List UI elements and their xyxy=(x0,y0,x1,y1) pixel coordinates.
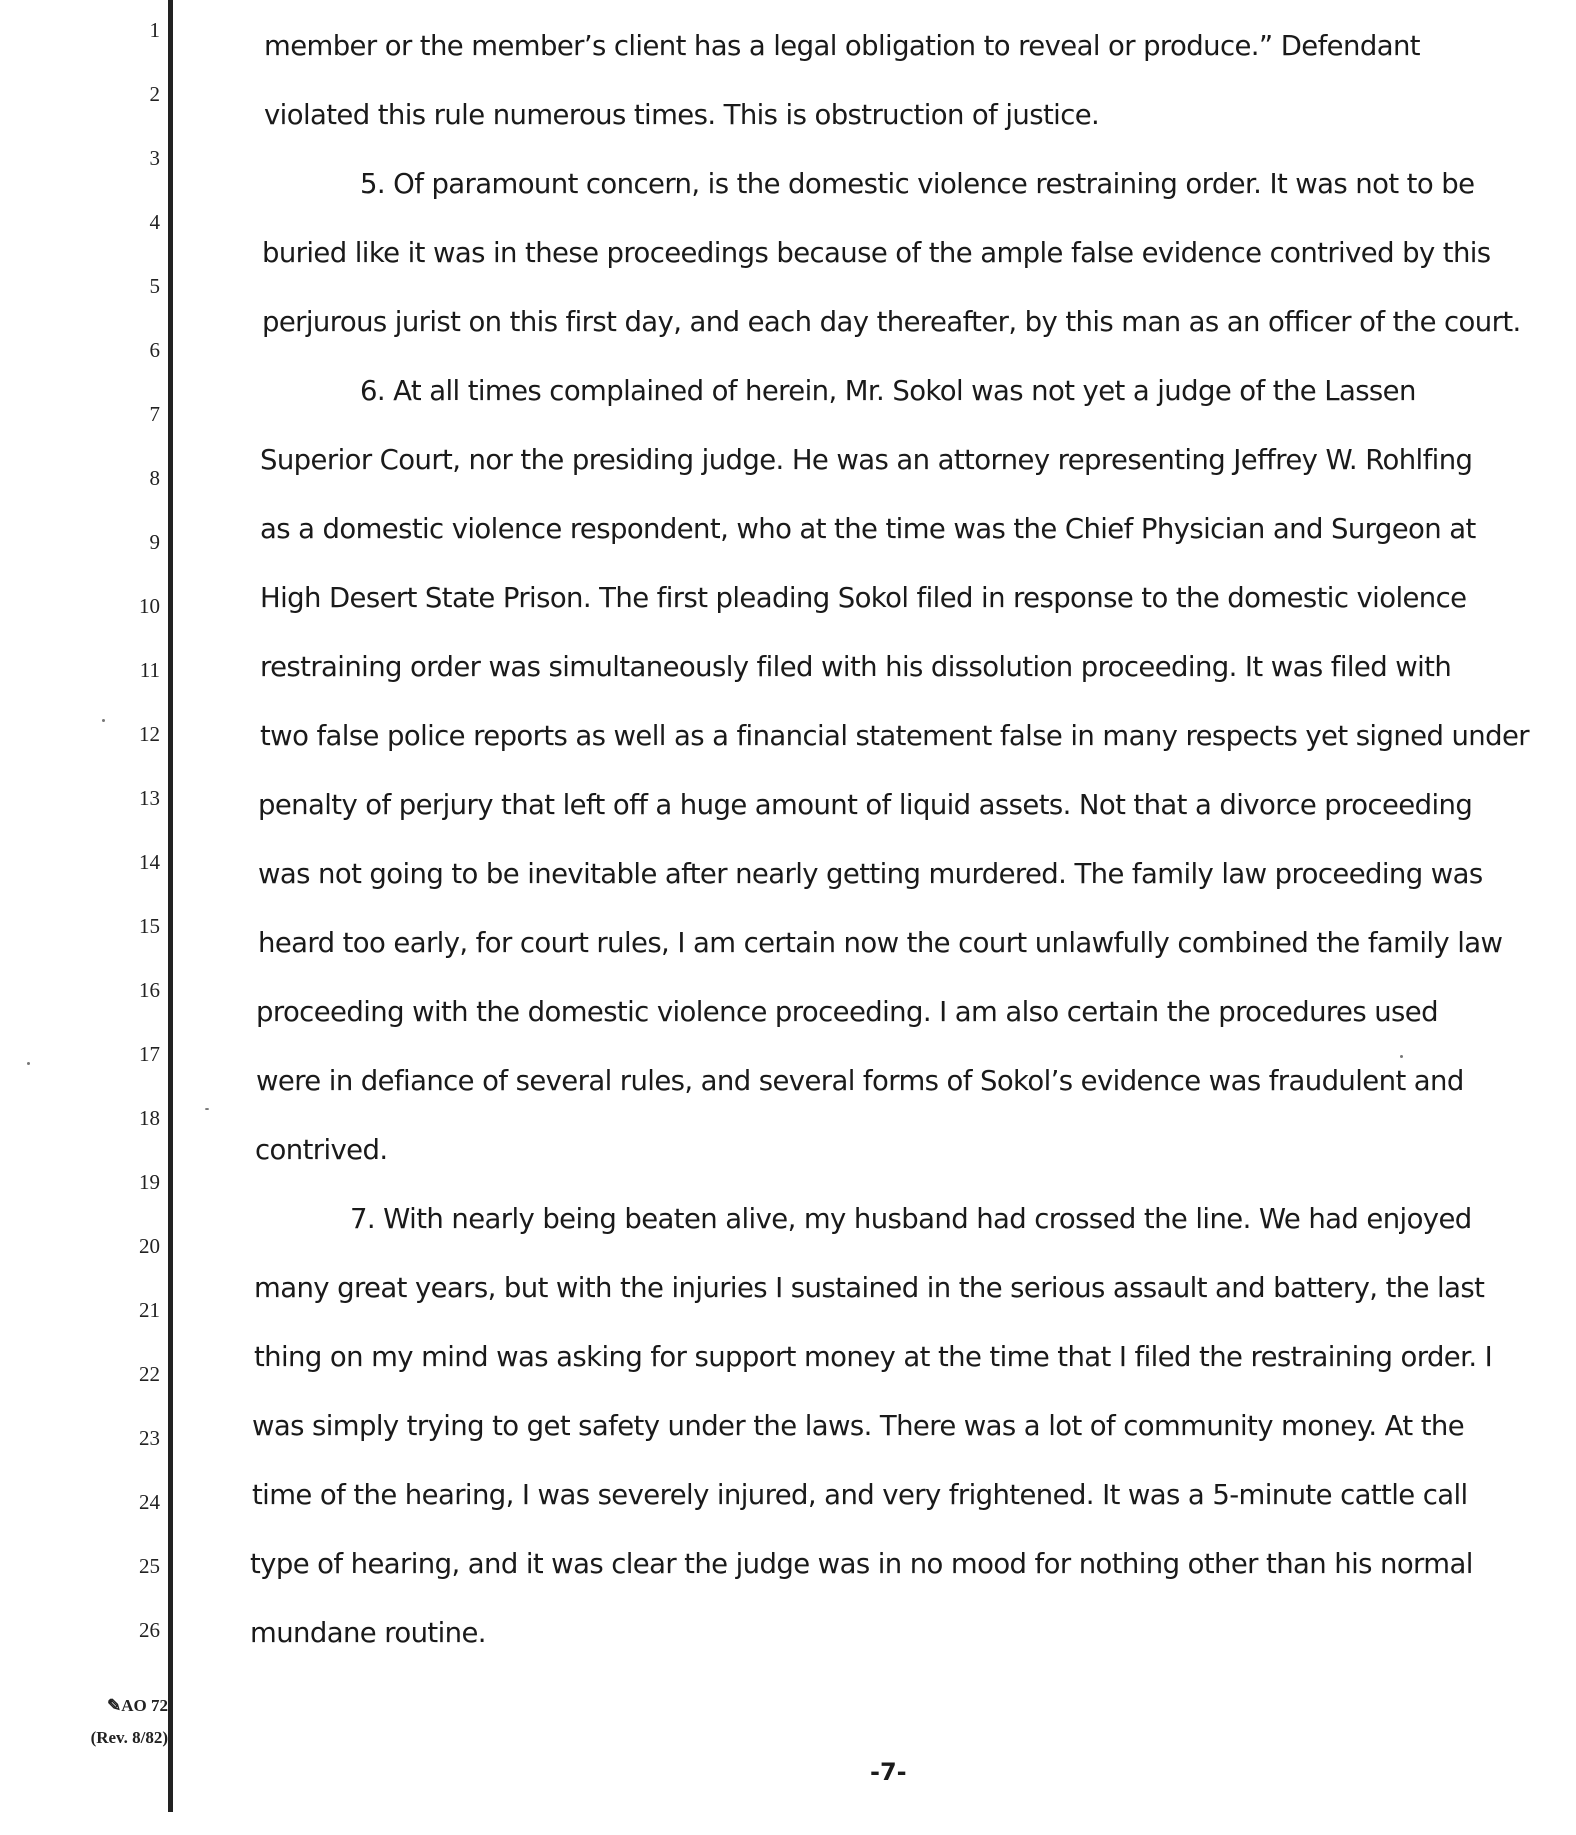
text-line: violated this rule numerous times. This is obstruction of justice. xyxy=(264,99,1100,131)
line-number: 22 xyxy=(139,1362,160,1386)
line-number: 12 xyxy=(139,722,160,746)
page-number: -7- xyxy=(870,1758,907,1786)
line-number: 5 xyxy=(149,274,160,298)
text-line: as a domestic violence respondent, who at the time was the Chief Physician and Surgeon at xyxy=(260,513,1476,545)
line-number: 4 xyxy=(149,210,160,234)
text-line: time of the hearing, I was severely injured, and very frightened. It was a 5-minute cattle call xyxy=(252,1479,1468,1511)
line-number: 13 xyxy=(139,786,160,810)
text-line: many great years, but with the injuries I sustained in the serious assault and battery, the last xyxy=(254,1272,1485,1304)
form-code: ✎AO 72 xyxy=(107,1696,168,1715)
line-number: 6 xyxy=(149,338,160,362)
text-line: restraining order was simultaneously filed with his dissolution proceeding. It was filed with xyxy=(260,651,1452,683)
line-number: 23 xyxy=(139,1426,160,1450)
form-revision: (Rev. 8/82) xyxy=(90,1728,168,1747)
scan-speck xyxy=(205,1108,209,1110)
line-number: 1 xyxy=(149,18,160,42)
line-number-column xyxy=(100,0,160,1700)
line-number: 16 xyxy=(139,978,160,1002)
text-line: heard too early, for court rules, I am certain now the court unlawfully combined the family law xyxy=(258,927,1503,959)
line-number: 7 xyxy=(149,402,160,426)
line-number: 14 xyxy=(139,850,160,874)
text-line: was simply trying to get safety under the laws. There was a lot of community money. At the xyxy=(252,1410,1465,1442)
line-number: 21 xyxy=(139,1298,160,1322)
line-number: 24 xyxy=(139,1490,160,1514)
text-line: High Desert State Prison. The first pleading Sokol filed in response to the domestic violence xyxy=(260,582,1467,614)
line-number: 25 xyxy=(139,1554,160,1578)
text-line: Superior Court, nor the presiding judge. He was an attorney representing Jeffrey W. Rohlfing xyxy=(260,444,1473,476)
text-line: two false police reports as well as a financial statement false in many respects yet signed under xyxy=(260,720,1529,752)
line-number: 26 xyxy=(139,1618,160,1642)
line-number: 11 xyxy=(139,658,160,682)
scan-speck xyxy=(27,1062,30,1065)
line-number: 8 xyxy=(149,466,160,490)
text-line: mundane routine. xyxy=(250,1617,486,1649)
text-line: contrived. xyxy=(255,1134,388,1166)
text-line: penalty of perjury that left off a huge amount of liquid assets. Not that a divorce proceeding xyxy=(258,789,1473,821)
line-number: 2 xyxy=(149,82,160,106)
line-number: 18 xyxy=(139,1106,160,1130)
form-identifier xyxy=(58,1690,168,1754)
line-number: 17 xyxy=(139,1042,160,1066)
text-line: buried like it was in these proceedings because of the ample false evidence contrived by this xyxy=(262,237,1491,269)
line-number: 20 xyxy=(139,1234,160,1258)
line-number: 3 xyxy=(149,146,160,170)
text-line: 7. With nearly being beaten alive, my husband had crossed the line. We had enjoyed xyxy=(350,1203,1472,1235)
left-margin-rule xyxy=(168,0,173,1812)
text-line: were in defiance of several rules, and several forms of Sokol’s evidence was fraudulent and xyxy=(256,1065,1464,1097)
line-number: 15 xyxy=(139,914,160,938)
text-line: thing on my mind was asking for support money at the time that I filed the restraining order. I xyxy=(254,1341,1493,1373)
document-body xyxy=(250,0,1550,1700)
text-line: was not going to be inevitable after nearly getting murdered. The family law proceeding was xyxy=(258,858,1483,890)
line-number: 19 xyxy=(139,1170,160,1194)
text-line: type of hearing, and it was clear the judge was in no mood for nothing other than his normal xyxy=(250,1548,1473,1580)
text-line: 6. At all times complained of herein, Mr. Sokol was not yet a judge of the Lassen xyxy=(360,375,1416,407)
scan-speck xyxy=(102,719,105,722)
text-line: proceeding with the domestic violence proceeding. I am also certain the procedures used xyxy=(256,996,1438,1028)
line-number: 10 xyxy=(139,594,160,618)
line-number: 9 xyxy=(149,530,160,554)
text-line: 5. Of paramount concern, is the domestic violence restraining order. It was not to be xyxy=(360,168,1475,200)
text-line: member or the member’s client has a legal obligation to reveal or produce.” Defendant xyxy=(264,30,1420,62)
text-line: perjurous jurist on this first day, and each day thereafter, by this man as an officer of the court. xyxy=(262,306,1521,338)
